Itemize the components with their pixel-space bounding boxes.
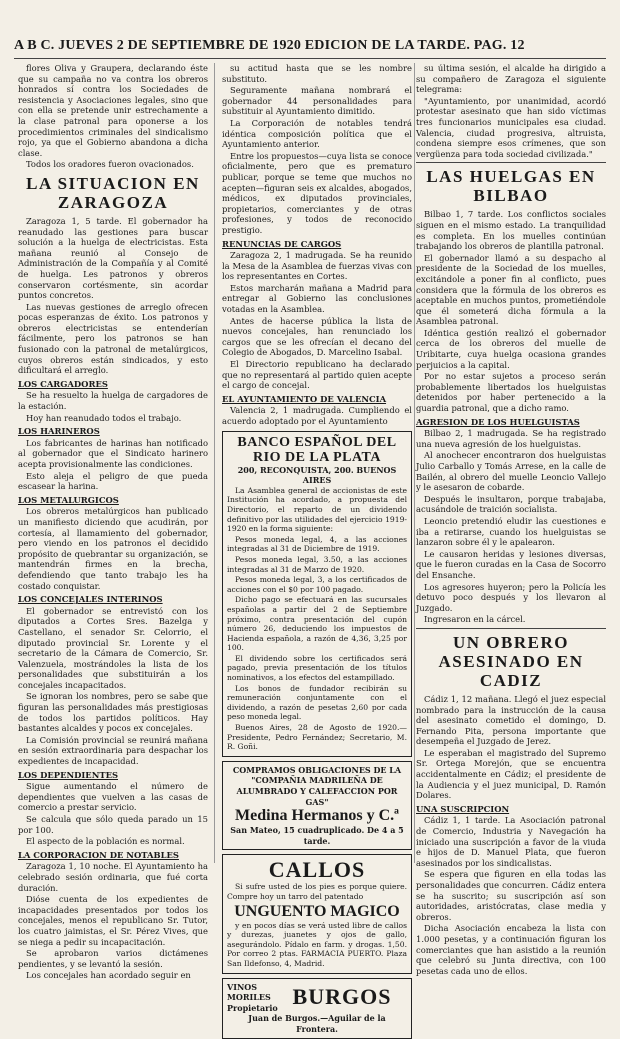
callos-ad-title: CALLOS — [268, 857, 366, 883]
section-title: LA CORPORACION DE NOTABLES — [18, 849, 179, 860]
column-3 — [416, 63, 606, 976]
paragraph: Se espera que figuren en ella todas las personalidades que concurren. Cádiz entera se ha suscrito; su suscripción así son autoridades, aristócratas, clase media y obreros. — [416, 869, 606, 922]
burgos-ad-name: BURGOS — [292, 984, 392, 1010]
paragraph: Después le insultaron, porque trabajaba, acusándole de traición socialista. — [416, 493, 606, 515]
paragraph: El gobernador se entrevistó con los diputados a Cortes Sres. Bazelga y Castellano, el senador Sr. Celorrio, el diputado provincial Sr. Lorente y el secretario de la Cámara de Comercio, Sr. Valenzuela, mostrándoles la lista de los personalidades que substituirán a los concejales incapacitados. — [18, 605, 208, 690]
callos-ad-product: UNGUENTO MAGICO — [234, 902, 400, 920]
paragraph: El Directorio republicano ha declarado que no representará al partido quien acepte el cargo de concejal. — [222, 359, 412, 391]
paragraph: Le causaron heridas y lesiones diversas, que le fueron curadas en la Casa de Socorro del Ensanche. — [416, 548, 606, 580]
paragraph: Se aprobaron varios dictámenes pendientes, y se levantó la sesión. — [18, 948, 208, 969]
bank-ad-paragraph: Buenos Aires, 28 de Agosto de 1920.—Presidente, Pedro Fernández; Secretario, M. R. Goñi. — [227, 723, 407, 752]
section-title: UNA SUSCRIPCION — [416, 803, 510, 814]
bank-ad-paragraph: Pesos moneda legal, 3.50, a las acciones integradas al 31 de Marzo de 1920. — [227, 554, 407, 574]
section-title: LOS METALURGICOS — [18, 494, 119, 505]
paragraph: Dióse cuenta de los expedientes de incapacidades presentados por todos los concejales, menos el republicano Sr. Tutor, los cuatro jaimistas, el Sr. Pérez Vives, que se niega a pedir su incapacitación. — [18, 894, 208, 947]
section-title: LOS HARINEROS — [18, 426, 100, 437]
column-separator — [214, 63, 215, 863]
headline-bilbao: LAS HUELGAS EN BILBAO — [426, 167, 596, 206]
paragraph: su actitud hasta que se les nombre substituto. — [222, 63, 412, 84]
medina-ad-name: Medina Hermanos y C.ª — [235, 807, 399, 825]
headline-cadiz: UN OBRERO ASESINADO EN CADIZ — [438, 632, 584, 690]
paragraph: La Comisión provincial se reunirá mañana en sesión extraordinaria para despachar los expedientes de incapacidad. — [18, 734, 208, 767]
paragraph: Las nuevas gestiones de arreglo ofrecen pocas esperanzas de éxito. Los patronos y obreros electricistas se entenderían fácilmente, pero los patronos se han fusionado con la patronal de metalúrgicos, cuyos obreros están sindicados, y esto dificultará el arreglo. — [18, 301, 208, 376]
paragraph: Por no estar sujetos a proceso serán probablemente libertados los huelguistas detenidos por haber pertenecido a la guardia patronal, que a dicho ramo. — [416, 371, 606, 414]
paragraph: Los obreros metalúrgicos han publicado un manifiesto diciendo que acudirán, por cortesía, al llamamiento del gobernador, pero viendo en los patronos el decidido propósito de quebrantar su organización, se mantendrán firmes en la brecha, defendiendo que tanto trabajo les ha costado conquistar. — [18, 506, 208, 591]
paragraph: su última sesión, el alcalde ha dirigido a su compañero de Zaragoza el siguiente telegrama: — [416, 63, 606, 95]
paragraph: Zaragoza 2, 1 madrugada. Se ha reunido la Mesa de la Asamblea de fuerzas vivas con los representantes en Cortes. — [222, 250, 412, 282]
column-1-sections — [18, 379, 208, 981]
column-1 — [18, 63, 208, 981]
paragraph: Leoncio pretendió eludir las cuestiones e iba a retirarse, cuando los huelguistas se lanzaron sobre él y le apalearon. — [416, 515, 606, 548]
paragraph: Al anochecer encontraron dos huelguistas Julio Carballo y Tomás Arrese, en la calle de Bailén, al obrero del muelle Leoncio Vallejo y le asesaron de cobarde. — [416, 450, 606, 493]
burgos-advertisement — [222, 978, 412, 1039]
paragraph: Le esperaban el magistrado del Supremo Sr. Ortega Morejón, que se encuentra accidentalmente en Cádiz; el presidente de la Audiencia y el juez municipal, D. Ramón Dolares. — [416, 747, 606, 801]
section-title: AGRESION DE LOS HUELGUISTAS — [416, 416, 580, 427]
section-title: RENUNCIAS DE CARGOS — [222, 238, 342, 249]
bank-ad-paragraph: Pesos moneda legal, 3, a los certificados de acciones con el $0 por 100 pagado. — [227, 575, 407, 594]
paragraph: Los concejales han acordado seguir en — [26, 970, 191, 981]
bank-ad-body — [227, 486, 407, 752]
paragraph: Se ha resuelto la huelga de cargadores de la estación. — [18, 390, 208, 412]
paragraph: Cádiz 1, 12 mañana. Llegó el juez especial nombrado para la instrucción de la causa del asesinato cometido el domingo, D. Fernando Pita, persona importante que desempeña el Juzgado de Jerez. — [416, 693, 606, 747]
paragraph: Idéntica gestión realizó el gobernador cerca de los obreros del muelle de Uribitarte, cuya huelga ocasiona grandes perjuicios a la capital. — [416, 327, 606, 370]
paragraph: El aspecto de la población es normal. — [26, 836, 185, 847]
section-title: LOS CARGADORES — [18, 378, 108, 389]
page-header: A B C. JUEVES 2 DE SEPTIEMBRE DE 1920 EDICION DE LA TARDE. PAG. 12 — [14, 38, 525, 53]
medina-ad-line: COMPRAMOS OBLIGACIONES DE LA "COMPAÑIA MADRILEÑA DE ALUMBRADO Y CALEFACCION POR GAS" — [232, 764, 402, 807]
paragraph: Cádiz 1, 1 tarde. La Asociación patronal de Comercio, Industria y Navegación ha iniciado una suscripción a favor de la viuda e hijos de D. Manuel Plata, que fueron asesinados por los sindicalistas. — [416, 815, 606, 868]
column-3-sections — [416, 417, 606, 625]
paragraph: Entre los propuestos—cuya lista se conoce oficialmente, pero que es prematuro publicar, porque se teme que muchos no acepten—figuran seis ex alcaldes, abogados, médicos, ex diputados provinciales, propietarios, comerciantes y de otras profesiones, y todos de reconocido prestigio. — [222, 150, 412, 235]
paragraph: flores Oliva y Graupera, declarando éste que su campaña no va contra los obreros honrados sí contra los Sociedades de resistencia y Asociaciones legales, sino que con ella se pretende unir estrechamente a la clase patronal para oponerse a los procedimientos criminales del sindicalismo rojo, ya que el Gobierno abandona a dicha clase. — [18, 63, 208, 158]
callos-ad-text: y en pocos días se verá usted libre de callos y durezas, juanetes y ojos de gallo, asegurándolo. Pídalo en farm. y drogas. 1,50. Por correo 2 ptas. FARMACIA PUERTO. Plaza San Ildefonso, 4, Madrid. — [227, 920, 407, 968]
callos-ad-text: Si sufre usted de los pies es porque quiere. Compre hoy un tarro del patentado — [227, 882, 407, 901]
paragraph: El gobernador llamó a su despacho al presidente de la Sociedad de los muelles, excitándole a poner fin al conflicto, pues considera que la fórmula de los obreros es aceptable en muchos puntos, prometiéndole que él someterá dicha fórmula a la Asamblea patronal. — [416, 252, 606, 327]
paragraph: Antes de hacerse pública la lista de nuevos concejales, han renunciado los cargos que se les ofrecían el decano del Colegio de Abogados, D. Marcelino Isabal. — [222, 315, 412, 358]
bank-ad-address: 200, RECONQUISTA, 200. BUENOS AIRES — [237, 464, 397, 486]
bank-ad-paragraph: Los bonos de fundador recibirán su remuneración conjuntamente con el dividendo, a razón de pesetas 2,60 por cada peso moneda legal. — [227, 683, 407, 722]
divider — [416, 628, 606, 629]
bank-ad-title: BANCO ESPAÑOL DEL RIO DE LA PLATA — [237, 434, 397, 465]
paragraph: Valencia 2, 1 madrugada. Cumpliendo el acuerdo adoptado por el Ayuntamiento — [222, 405, 412, 426]
bank-ad-paragraph: Dicho pago se efectuará en las sucursales españolas a partir del 2 de Septiembre próximo, contra presentación del cupón número 26, deduciendo los impuestos de Hacienda española, a razón de 4,36, 3,25 por 100. — [227, 595, 407, 653]
section-title: LOS CONCEJALES INTERINOS — [18, 594, 163, 605]
burgos-ad-owner: Juan de Burgos.—Aguilar de la Frontera. — [248, 1013, 386, 1034]
divider — [416, 162, 606, 163]
section-title: LOS DEPENDIENTES — [18, 769, 119, 780]
callos-advertisement — [222, 854, 412, 973]
paragraph: Seguramente mañana nombrará el gobernador 44 personalidades para substituir al Ayuntamiento dimitido. — [222, 85, 412, 117]
bank-advertisement — [222, 431, 412, 757]
paragraph: Zaragoza 1, 10 noche. El Ayuntamiento ha celebrado sesión ordinaria, que fué corta duración. — [18, 861, 208, 893]
burgos-ad-label: VINOS MORILES Propietario — [227, 981, 278, 1013]
paragraph: Ingresaron en la cárcel. — [424, 614, 526, 625]
medina-advertisement — [222, 761, 412, 851]
paragraph: Esto aleja el peligro de que pueda escasear la harina. — [18, 470, 208, 492]
header-rule — [14, 58, 606, 59]
paragraph: Se ignoran los nombres, pero se sabe que figuran las personalidades más prestigiosas de todos los partidos políticos. Hay bastantes alcaldes y pocos ex concejales. — [18, 691, 208, 734]
section-title: EL AYUNTAMIENTO DE VALENCIA — [222, 393, 387, 404]
paragraph: La Corporación de notables tendrá idéntica composición política que el Ayuntamiento anterior. — [222, 117, 412, 150]
medina-ad-address: San Mateo, 15 cuadruplicado. De 4 a 5 tarde. — [230, 825, 404, 846]
paragraph: Dicha Asociación encabeza la lista con 1.000 pesetas, y a continuación figuran los comerciantes que han asistido a la reunión que celebró su Junta directiva, con 100 pesetas cada uno de ellos. — [416, 923, 606, 976]
paragraph: "Ayuntamiento, por unanimidad, acordó protestar asesinato que han sido víctimas tres funcionarios municipales esa ciudad. Valencia, ciudad progresiva, altruista, condena siempre esos crímenes, que son vergüenza para toda sociedad civilizada." — [416, 95, 606, 159]
bank-ad-paragraph: La Asamblea general de accionistas de este Institución ha acordado, a propuesta del Directorio, el reparto de un dividendo definitivo por las utilidades del ejercicio 1919-1920 en la forma siguiente: — [227, 485, 407, 534]
paragraph: Los fabricantes de harinas han notificado al gobernador que el Sindicato harinero acepta provisionalmente las condiciones. — [18, 437, 208, 469]
headline-zaragoza: LA SITUACION EN ZARAGOZA — [26, 173, 200, 212]
paragraph: Hoy han reanudado todos el trabajo. — [26, 412, 182, 423]
paragraph: Todos los oradores fueron ovacionados. — [26, 159, 194, 170]
column-separator — [414, 63, 415, 863]
column-2 — [222, 63, 412, 1034]
bank-ad-paragraph: El dividendo sobre los certificados será pagado, previa presentación de los títulos nominativos, a los efectos del estampillado. — [227, 653, 407, 683]
paragraph: Zaragoza 1, 5 tarde. El gobernador ha reanudado las gestiones para buscar solución a la huelga de electricistas. Esta mañana reunió al Consejo de Administración de la Compañía y al Comité de huelga. Les patronos y obreros conservaron cortésmente, sin acordar puntos concretos. — [18, 215, 208, 301]
paragraph: Se calcula que sólo queda parado un 15 por 100. — [18, 814, 208, 835]
paragraph: Estos marcharán mañana a Madrid para entregar al Gobierno las conclusiones votadas en la Asamblea. — [222, 282, 412, 315]
paragraph: Sigue aumentando el número de dependientes que vuelven a las casas de comercio a prestar servicio. — [18, 781, 208, 813]
bank-ad-paragraph: Pesos moneda legal, 4, a las acciones integradas al 31 de Diciembre de 1919. — [227, 534, 407, 554]
paragraph: Bilbao 1, 7 tarde. Los conflictos sociales siguen en el mismo estado. La tranquilidad es completa. En los muelles continúan trabajando los obreros de plantilla patronal. — [416, 209, 606, 252]
paragraph: Bilbao 2, 1 madrugada. Se ha registrado una nueva agresión de los huelguistas. — [416, 428, 606, 449]
paragraph: Los agresores huyeron; pero la Policía les detuvo poco después y los llevaron al Juzgado. — [416, 581, 606, 613]
column-2-sections — [222, 239, 412, 427]
